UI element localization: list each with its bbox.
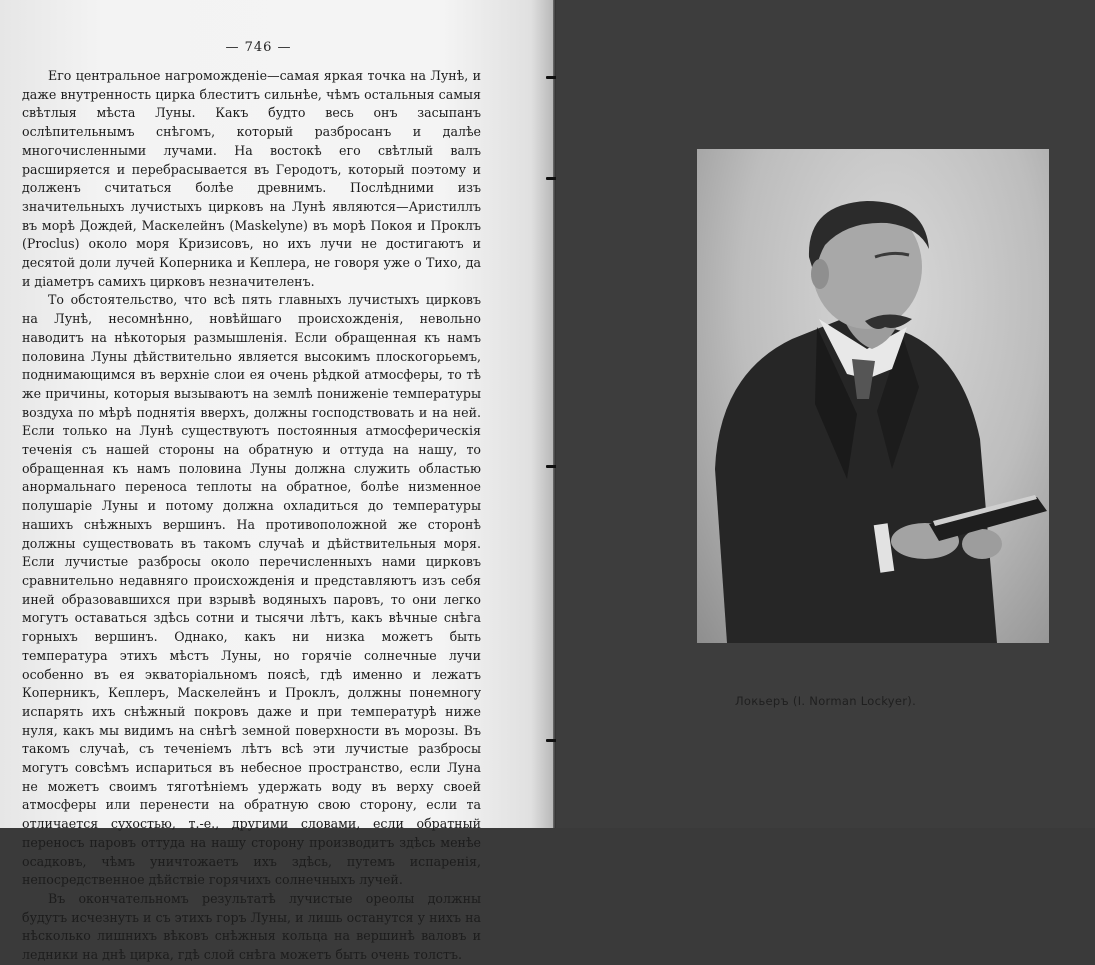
portrait-photo <box>697 149 1049 643</box>
page-number: — 746 — <box>225 40 292 55</box>
portrait-caption: Локьеръ (I. Norman Lockyer). <box>734 694 917 708</box>
paragraph: То обстоятельство, что всѣ пять главныхъ лучистыхъ цирковъ на Лунѣ, несомнѣнно, новѣйшаго происхожденія, невольно наводитъ на нѣкоторыя размышленія. Если обращенная къ намъ половина Луны дѣйствительно является высокимъ плоскогорьемъ, поднимающимся въ верхніе слои ея очень рѣдкой атмосферы, то тѣ же причины, которыя вызываютъ на землѣ пониженіе температуры воздуха по мѣрѣ поднятія вверхъ, должны господствовать и на ней. Если только на Лунѣ существуютъ постоянныя атмосферическія теченія съ нашей стороны на обратную и оттуда на нашу, то обращенная къ намъ половина Луны должна служить областью анормальнаго переноса теплоты на обратное, болѣе низменное полушаріе Луны и потому должна охладиться до температуры нашихъ снѣжныхъ вершинъ. На противоположной же сторонѣ должны существовать въ такомъ случаѣ и дѣйствительныя моря. Если лучистые разбросы около перечисленныхъ нами цирковъ сравнительно недавняго происхожденія и представляютъ изъ себя иней образовавшихся при взрывѣ водяныхъ паровъ, то они легко могутъ оставаться здѣсь сотни и тысячи лѣтъ, какъ вѣчные снѣга горныхъ вершинъ. Однако, какъ ни низка можетъ быть температура этихъ мѣстъ Луны, но горячіе солнечные лучи особенно въ ея экваторіальномъ поясѣ, гдѣ именно и лежатъ Коперникъ, Кеплеръ, Маскелейнъ и Проклъ, должны понемногу испарять ихъ снѣжный покровъ даже и при температурѣ ниже нуля, какъ мы видимъ на снѣгѣ земной поверхности въ морозы. Въ такомъ случаѣ, съ теченіемъ лѣтъ всѣ эти лучистые разбросы могутъ совсѣмъ испариться въ небесное пространство, если Луна не можетъ своимъ тяготѣніемъ удержать воду въ верху своей атмосферы или перенести на обратную свою сторону, если та отличается сухостью, т.-е., другими словами, если обратный переносъ паровъ оттуда на нашу сторону производитъ здѣсь менѣе осадковъ, чѣмъ уничтожаетъ ихъ здѣсь, путемъ испаренія, непосредственное дѣйствіе горячихъ солнечныхъ лучей. <box>22 292 481 888</box>
body-text <box>22 67 481 965</box>
right-page <box>556 0 1095 828</box>
paragraph: Въ окончательномъ результатѣ лучистые ореолы должны будутъ исчезнуть и съ этихъ горъ Луны, и лишь останутся у нихъ на нѣсколько лишнихъ вѣковъ снѣжныя кольца на вершинѣ валовъ и ледники на днѣ цирка, гдѣ слой снѣга можетъ быть очень толстъ. <box>22 890 481 963</box>
portrait-illustration <box>697 149 1049 643</box>
paragraph: Его центральное нагроможденіе—самая яркая точка на Лунѣ, и даже внутренность цирка блеститъ сильнѣе, чѣмъ остальныя самыя свѣтлыя мѣста Луны. Какъ будто весь онъ засыпанъ ослѣпительнымъ снѣгомъ, который разбросанъ и далѣе многочисленными лучами. На востокѣ его свѣтлый валъ расширяется и перебрасывается въ Геродотъ, который поэтому и долженъ считаться болѣе древнимъ. Послѣдними изъ значительныхъ лучистыхъ цирковъ на Лунѣ являются—Аристиллъ въ морѣ Дождей, Маскелейнъ (Maskelyne) въ морѣ Покоя и Проклъ (Proclus) около моря Кризисовъ, но ихъ лучи не достигаютъ и десятой доли лучей Коперника и Кеплера, не говоря уже о Тихо, да и діаметръ самихъ цирковъ незначителенъ. <box>22 68 481 289</box>
